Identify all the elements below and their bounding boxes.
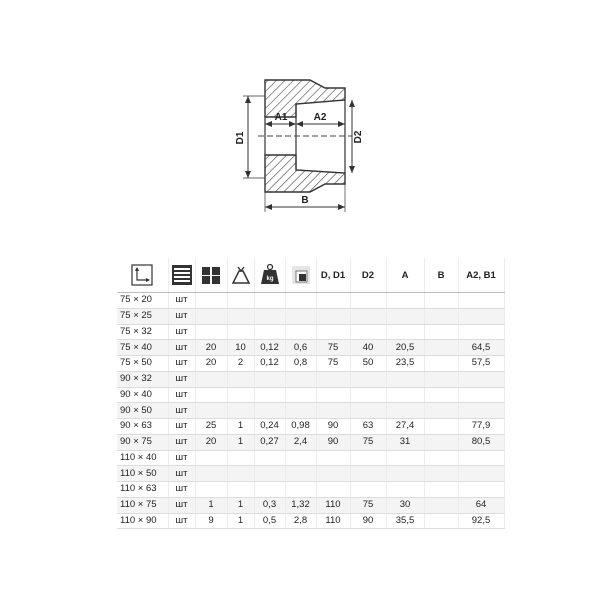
cell-weight — [285, 293, 316, 309]
weight-icon — [259, 263, 281, 287]
cell-a: 30 — [386, 497, 424, 513]
cell-package-qty — [227, 466, 254, 482]
bag-column-header — [227, 258, 254, 293]
cell-a: 31 — [386, 434, 424, 450]
cell-a2-b1 — [458, 293, 504, 309]
cell-unit: шт — [168, 466, 195, 482]
cell-d2 — [350, 371, 386, 387]
cell-weight: 2,8 — [285, 513, 316, 529]
cell-a — [386, 293, 424, 309]
cell-unit: шт — [168, 403, 195, 419]
cell-weight — [285, 324, 316, 340]
cell-weight: 0,98 — [285, 419, 316, 435]
cell-unit: шт — [168, 497, 195, 513]
cell-d-d1: 90 — [316, 419, 350, 435]
volume-icon — [290, 264, 312, 286]
cell-size: 90 × 63 — [117, 419, 168, 435]
cell-a: 35,5 — [386, 513, 424, 529]
cell-a — [386, 403, 424, 419]
cell-pallet-qty: 1 — [195, 497, 227, 513]
cell-d2 — [350, 293, 386, 309]
cell-size: 110 × 40 — [117, 450, 168, 466]
cell-b — [424, 497, 458, 513]
cell-d-d1 — [316, 482, 350, 498]
cell-pallet-qty — [195, 450, 227, 466]
cell-d-d1 — [316, 403, 350, 419]
cell-b — [424, 293, 458, 309]
cell-a — [386, 308, 424, 324]
table-row — [117, 450, 504, 466]
cell-weight: 1,32 — [285, 497, 316, 513]
cell-d-d1: 75 — [316, 356, 350, 372]
cell-d2 — [350, 387, 386, 403]
cell-package-qty — [227, 293, 254, 309]
dimensions-icon — [131, 264, 153, 286]
package-column-header — [195, 258, 227, 293]
cell-package-qty — [227, 403, 254, 419]
cell-b — [424, 308, 458, 324]
cell-weight — [285, 403, 316, 419]
cell-weight — [285, 371, 316, 387]
cell-unit: шт — [168, 308, 195, 324]
cell-size: 90 × 40 — [117, 387, 168, 403]
table-row — [117, 434, 504, 450]
reducer-drawing — [0, 0, 600, 250]
cell-unit: шт — [168, 450, 195, 466]
cell-pallet-qty — [195, 293, 227, 309]
cell-b — [424, 403, 458, 419]
cell-pallet-qty: 20 — [195, 356, 227, 372]
cell-a: 27,4 — [386, 419, 424, 435]
cell-unit: шт — [168, 340, 195, 356]
cell-package-qty: 10 — [227, 340, 254, 356]
cell-unit: шт — [168, 293, 195, 309]
cell-size: 110 × 50 — [117, 466, 168, 482]
table-row — [117, 497, 504, 513]
volume-column-header — [285, 258, 316, 293]
cell-b — [424, 482, 458, 498]
cell-package-qty: 1 — [227, 434, 254, 450]
cell-d2 — [350, 403, 386, 419]
cell-size: 75 × 40 — [117, 340, 168, 356]
table-row — [117, 387, 504, 403]
cell-weight — [285, 482, 316, 498]
cell-d2: 75 — [350, 434, 386, 450]
cell-pallet-qty: 9 — [195, 513, 227, 529]
cell-unit: шт — [168, 324, 195, 340]
cell-a2-b1: 64 — [458, 497, 504, 513]
cell-d2 — [350, 466, 386, 482]
table-row — [117, 308, 504, 324]
cell-b — [424, 324, 458, 340]
cell-d2 — [350, 450, 386, 466]
cell-size: 90 × 75 — [117, 434, 168, 450]
cell-bag-qty: 0,27 — [254, 434, 285, 450]
cell-a — [386, 450, 424, 466]
cell-d2 — [350, 324, 386, 340]
bag-icon — [230, 264, 252, 286]
cell-package-qty — [227, 324, 254, 340]
cell-b — [424, 513, 458, 529]
cell-bag-qty — [254, 387, 285, 403]
cell-a — [386, 482, 424, 498]
cell-weight — [285, 387, 316, 403]
cell-package-qty — [227, 308, 254, 324]
cell-pallet-qty — [195, 403, 227, 419]
cell-a — [386, 387, 424, 403]
cell-bag-qty — [254, 466, 285, 482]
cell-pallet-qty — [195, 371, 227, 387]
cell-package-qty — [227, 450, 254, 466]
cell-weight — [285, 450, 316, 466]
cell-b — [424, 434, 458, 450]
cell-bag-qty: 0,24 — [254, 419, 285, 435]
cell-bag-qty: 0,3 — [254, 497, 285, 513]
cell-pallet-qty: 20 — [195, 434, 227, 450]
table-row — [117, 324, 504, 340]
header-a: A — [386, 258, 424, 293]
cell-a2-b1 — [458, 324, 504, 340]
cell-d-d1 — [316, 371, 350, 387]
cell-a2-b1: 80,5 — [458, 434, 504, 450]
cell-d2 — [350, 308, 386, 324]
cell-d-d1 — [316, 466, 350, 482]
cell-size: 90 × 50 — [117, 403, 168, 419]
cell-a2-b1: 92,5 — [458, 513, 504, 529]
cell-a2-b1: 77,9 — [458, 419, 504, 435]
cell-a2-b1 — [458, 403, 504, 419]
cell-bag-qty: 0,5 — [254, 513, 285, 529]
label-b: B — [301, 195, 309, 206]
header-b: B — [424, 258, 458, 293]
cell-weight: 0,6 — [285, 340, 316, 356]
size-column-header — [117, 258, 168, 293]
header-d2: D2 — [350, 258, 386, 293]
table-row — [117, 293, 504, 309]
cell-b — [424, 340, 458, 356]
table-row — [117, 356, 504, 372]
lower-wall-section — [265, 155, 345, 192]
cell-a: 23,5 — [386, 356, 424, 372]
cell-d2: 90 — [350, 513, 386, 529]
cell-b — [424, 419, 458, 435]
cell-size: 75 × 25 — [117, 308, 168, 324]
cell-size: 75 × 50 — [117, 356, 168, 372]
cell-unit: шт — [168, 482, 195, 498]
cell-pallet-qty — [195, 308, 227, 324]
label-a1: A1 — [274, 112, 288, 123]
cell-pallet-qty — [195, 482, 227, 498]
cell-pallet-qty — [195, 387, 227, 403]
cell-d2: 63 — [350, 419, 386, 435]
cell-a — [386, 324, 424, 340]
cell-a — [386, 371, 424, 387]
table-row — [117, 466, 504, 482]
cell-unit: шт — [168, 419, 195, 435]
cell-d-d1: 110 — [316, 497, 350, 513]
cell-a2-b1 — [458, 308, 504, 324]
cell-bag-qty — [254, 450, 285, 466]
cell-d-d1 — [316, 387, 350, 403]
cell-b — [424, 371, 458, 387]
cell-weight — [285, 466, 316, 482]
cell-size: 110 × 63 — [117, 482, 168, 498]
cell-a2-b1 — [458, 450, 504, 466]
pallet-column-header — [168, 258, 195, 293]
cell-d-d1 — [316, 293, 350, 309]
cell-bag-qty — [254, 308, 285, 324]
cell-weight: 2,4 — [285, 434, 316, 450]
cell-d2: 50 — [350, 356, 386, 372]
cell-d-d1 — [316, 450, 350, 466]
cell-bag-qty — [254, 403, 285, 419]
cell-package-qty: 2 — [227, 356, 254, 372]
table-row — [117, 340, 504, 356]
cell-d-d1: 90 — [316, 434, 350, 450]
cell-a2-b1 — [458, 482, 504, 498]
table-row — [117, 403, 504, 419]
cell-d2: 75 — [350, 497, 386, 513]
cell-d-d1 — [316, 324, 350, 340]
package-icon — [200, 264, 222, 286]
cell-bag-qty: 0,12 — [254, 340, 285, 356]
table-body — [117, 293, 504, 529]
cell-weight — [285, 308, 316, 324]
label-d1: D1 — [235, 131, 246, 145]
cell-package-qty: 1 — [227, 513, 254, 529]
cell-a2-b1: 64,5 — [458, 340, 504, 356]
cell-pallet-qty: 25 — [195, 419, 227, 435]
cell-bag-qty — [254, 371, 285, 387]
cell-a2-b1 — [458, 371, 504, 387]
cell-d-d1 — [316, 308, 350, 324]
header-a2-b1: A2, B1 — [458, 258, 504, 293]
cell-size: 90 × 32 — [117, 371, 168, 387]
cell-unit: шт — [168, 434, 195, 450]
table-row — [117, 513, 504, 529]
cell-bag-qty — [254, 293, 285, 309]
table-row — [117, 419, 504, 435]
cell-a2-b1 — [458, 387, 504, 403]
cell-unit: шт — [168, 513, 195, 529]
cell-bag-qty — [254, 482, 285, 498]
cell-size: 110 × 90 — [117, 513, 168, 529]
cell-d-d1: 75 — [316, 340, 350, 356]
cell-size: 75 × 32 — [117, 324, 168, 340]
cell-package-qty: 1 — [227, 419, 254, 435]
cell-size: 75 × 20 — [117, 293, 168, 309]
table-header-row — [117, 258, 504, 293]
cell-pallet-qty — [195, 466, 227, 482]
cell-d2 — [350, 482, 386, 498]
table-row — [117, 371, 504, 387]
weight-column-header — [254, 258, 285, 293]
label-d2: D2 — [353, 130, 364, 144]
cell-a — [386, 466, 424, 482]
cell-unit: шт — [168, 371, 195, 387]
cell-a2-b1: 57,5 — [458, 356, 504, 372]
header-d-d1: D, D1 — [316, 258, 350, 293]
cell-pallet-qty: 20 — [195, 340, 227, 356]
cell-a: 20,5 — [386, 340, 424, 356]
cell-b — [424, 356, 458, 372]
cell-d-d1: 110 — [316, 513, 350, 529]
label-a2: A2 — [313, 112, 327, 123]
cell-bag-qty — [254, 324, 285, 340]
spec-table — [117, 258, 505, 529]
cell-b — [424, 450, 458, 466]
cell-weight: 0,8 — [285, 356, 316, 372]
cell-pallet-qty — [195, 324, 227, 340]
cell-package-qty: 1 — [227, 497, 254, 513]
cell-a2-b1 — [458, 466, 504, 482]
cell-size: 110 × 75 — [117, 497, 168, 513]
cell-unit: шт — [168, 387, 195, 403]
cell-package-qty — [227, 482, 254, 498]
weight-unit: kg — [265, 276, 274, 282]
cell-d2: 40 — [350, 340, 386, 356]
cell-b — [424, 466, 458, 482]
cell-package-qty — [227, 387, 254, 403]
pallet-icon — [171, 264, 193, 286]
cell-b — [424, 387, 458, 403]
cell-unit: шт — [168, 356, 195, 372]
cell-bag-qty: 0,12 — [254, 356, 285, 372]
cell-package-qty — [227, 371, 254, 387]
table-row — [117, 482, 504, 498]
